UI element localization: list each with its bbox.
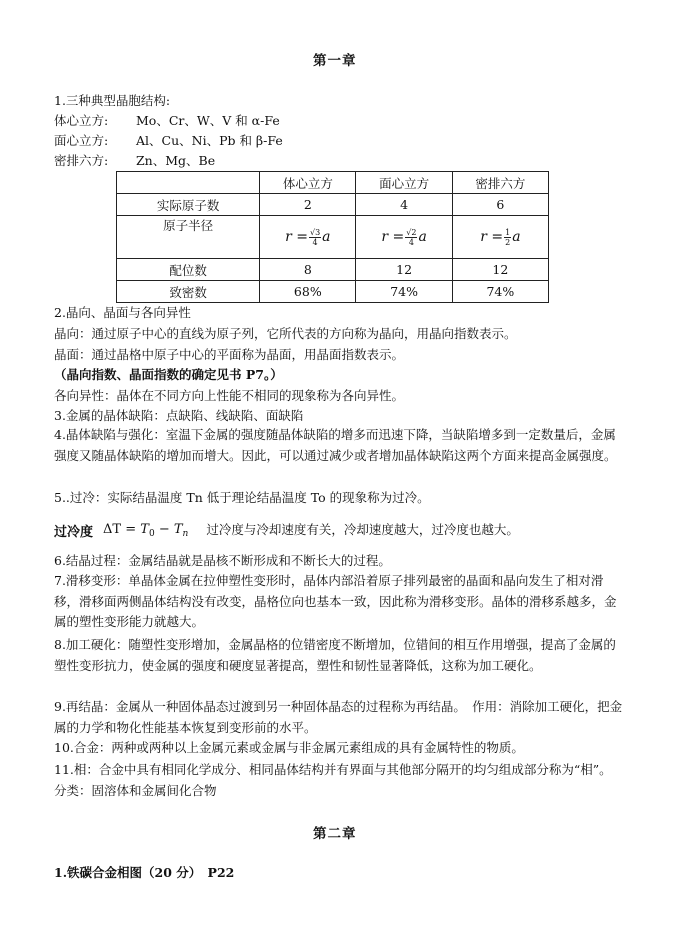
section-8-work-hardening: 8.加工硬化：随塑性变形增加，金属晶格的位错密度不断增加，位错间的相互作用增强，提高了金属的塑性变形抗力，使金属的强度和硬度显著提高，塑性和韧性显著降低，这称为加工硬化。 bbox=[54, 637, 616, 673]
fcc-label: 面心立方: bbox=[54, 133, 109, 148]
table-cell: 6 bbox=[452, 194, 548, 216]
section-6-crystallization: 6.结晶过程：金属结晶就是晶核不断形成和不断长大的过程。 bbox=[54, 553, 391, 568]
formula-t0: T bbox=[140, 521, 149, 537]
table-header-cell: 体心立方 bbox=[260, 172, 356, 194]
fraction-numerator: √2 bbox=[406, 227, 417, 237]
table-row-label: 致密数 bbox=[117, 281, 260, 303]
formula-eq: = bbox=[296, 229, 308, 245]
table-cell bbox=[356, 216, 452, 259]
table-cell bbox=[260, 216, 356, 259]
section-3-defects: 3.金属的晶体缺陷：点缺陷、线缺陷、面缺陷 bbox=[54, 408, 304, 423]
table-row bbox=[117, 194, 549, 216]
table-cell: 4 bbox=[356, 194, 452, 216]
table-row-label: 配位数 bbox=[117, 259, 260, 281]
undercool-label: 过冷度 bbox=[54, 524, 94, 540]
radius-formula-hcp bbox=[453, 216, 548, 258]
table-cell: 12 bbox=[452, 259, 548, 281]
index-note: （晶向指数、晶面指数的确定见书 P7。） bbox=[54, 367, 283, 382]
fraction bbox=[405, 228, 417, 247]
chapter-1-title: 第一章 bbox=[313, 53, 357, 69]
crystal-plane-def: 晶面：通过晶格中原子中心的平面称为晶面，用晶面指数表示。 bbox=[54, 347, 405, 362]
formula-t0-sub: 0 bbox=[148, 528, 155, 539]
table-cell: 8 bbox=[260, 259, 356, 281]
table-header-row bbox=[117, 172, 549, 194]
formula-var: a bbox=[322, 229, 331, 245]
formula-lhs: r bbox=[480, 229, 487, 245]
formula-tn-sub: n bbox=[182, 528, 189, 539]
section-5-undercooling: 5..过冷：实际结晶温度 Tn 低于理论结晶温度 To 的现象称为过冷。 bbox=[54, 490, 430, 505]
section-7-slip: 7.滑移变形：单晶体金属在拉伸塑性变形时，晶体内部沿着原子排列最密的晶面和晶向发生了相对滑移，滑移面两侧晶体结构没有改变，晶格位向也基本一致，因此称为滑移变形。晶体的滑移系越多，金属的塑性变形能力就越大。 bbox=[54, 573, 617, 629]
formula-var: a bbox=[512, 229, 521, 245]
fraction-numerator: √3 bbox=[309, 227, 321, 237]
anisotropy-def: 各向异性：晶体在不同方向上性能不相同的现象称为各向异性。 bbox=[54, 388, 405, 403]
table-row bbox=[117, 281, 549, 303]
chapter-2-title: 第二章 bbox=[313, 826, 357, 842]
hcp-value: Zn、Mg、Be bbox=[136, 153, 216, 168]
fraction-numerator: 1 bbox=[505, 227, 511, 237]
formula-lhs: r bbox=[381, 229, 389, 245]
radius-label: 原子半径 bbox=[163, 218, 214, 233]
crystal-structure-table bbox=[116, 171, 549, 303]
formula-delta: ΔT bbox=[103, 521, 122, 537]
bcc-label: 体心立方: bbox=[54, 113, 109, 128]
table-cell: 68% bbox=[260, 281, 356, 303]
table-cell: 12 bbox=[356, 259, 452, 281]
table-row bbox=[117, 216, 549, 259]
formula-eq: = bbox=[491, 229, 504, 245]
table-cell: 2 bbox=[260, 194, 356, 216]
section-11-phase: 11.相：合金中具有相同化学成分、相同晶体结构并有界面与其他部分隔开的均匀组成部分称为“相”。 分类：固溶体和金属间化合物 bbox=[54, 762, 618, 798]
fraction-denominator: 4 bbox=[312, 237, 318, 247]
formula-lhs: r bbox=[285, 229, 292, 245]
table-cell bbox=[452, 216, 548, 259]
section-1-heading: 1.三种典型晶胞结构: bbox=[54, 93, 171, 108]
fraction-denominator: 2 bbox=[505, 237, 511, 247]
table-row-label bbox=[117, 216, 260, 259]
table-cell: 74% bbox=[452, 281, 548, 303]
section-2-heading: 2.晶向、晶面与各向异性 bbox=[54, 305, 191, 320]
table-row bbox=[117, 259, 549, 281]
fraction bbox=[504, 228, 511, 247]
section-9-recrystallization: 9.再结晶：金属从一种固体晶态过渡到另一种固体晶态的过程称为再结晶。 作用：消除加工硬化，把金属的力学和物化性能基本恢复到变形前的水平。 bbox=[54, 699, 623, 735]
crystal-direction-def: 晶向：通过原子中心的直线为原子列，它所代表的方向称为晶向，用晶向指数表示。 bbox=[54, 326, 517, 341]
formula-var: a bbox=[418, 229, 427, 245]
table-cell: 74% bbox=[356, 281, 452, 303]
hcp-label: 密排六方: bbox=[54, 153, 109, 168]
undercool-row bbox=[54, 518, 519, 542]
formula-tn: T bbox=[173, 521, 183, 537]
undercool-text: 过冷度与冷却速度有关，冷却速度越大，过冷度也越大。 bbox=[206, 522, 519, 537]
fcc-value: Al、Cu、Ni、Pb 和 β-Fe bbox=[136, 133, 283, 148]
section-10-alloy: 10.合金：两种或两种以上金属元素或金属与非金属元素组成的具有金属特性的物质。 bbox=[54, 740, 524, 755]
formula-minus: − bbox=[158, 521, 170, 537]
table-header-cell: 密排六方 bbox=[452, 172, 548, 194]
table-header-cell: 面心立方 bbox=[356, 172, 452, 194]
fraction bbox=[309, 228, 321, 247]
fraction-denominator: 4 bbox=[408, 237, 414, 247]
undercool-formula bbox=[103, 522, 188, 539]
bcc-value: Mo、Cr、W、V 和 α-Fe bbox=[136, 113, 280, 128]
formula-eq: = bbox=[392, 229, 405, 245]
radius-formula-fcc bbox=[356, 216, 451, 258]
formula-eq: = bbox=[125, 521, 137, 537]
radius-formula-bcc bbox=[260, 216, 355, 258]
section-fe-c-diagram: 1.铁碳合金相图（20 分） P22 bbox=[54, 865, 235, 880]
section-4-strengthening: 4.晶体缺陷与强化：室温下金属的强度随晶体缺陷的增多而迅速下降，当缺陷增多到一定数量后，金属强度又随晶体缺陷的增加而增大。因此，可以通过减少或者增加晶体缺陷这两个方面来提高金属强度。 bbox=[54, 427, 617, 463]
table-row-label: 实际原子数 bbox=[117, 194, 260, 216]
table-header-cell bbox=[117, 172, 260, 194]
